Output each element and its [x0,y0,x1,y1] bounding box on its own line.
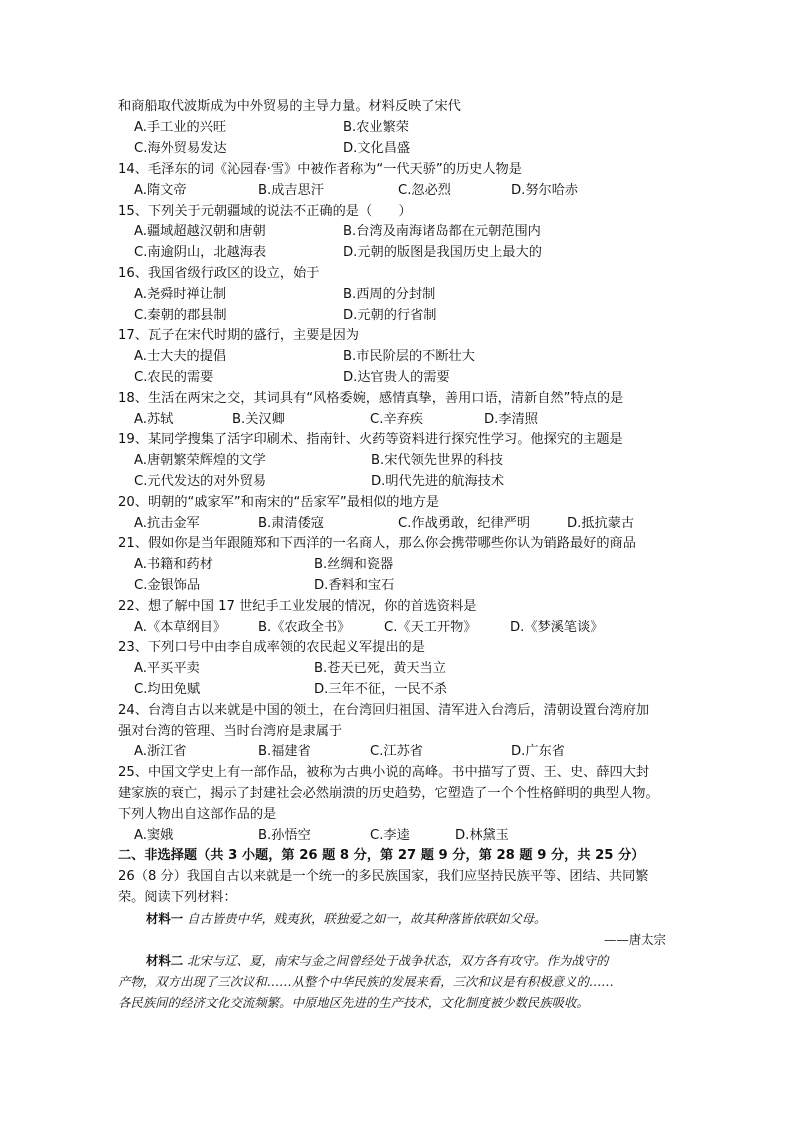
q24-stem: 24、台湾自古以来就是中国的领土，在台湾回归祖国、清军进入台湾后，清朝设置台湾府加 [118,703,650,718]
q17-option-a: A.士大夫的提倡 [134,349,227,364]
q13-option-a: A.手工业的兴旺 [134,120,227,135]
q15-option-d: D.元朝的版图是我国历史上最大的 [343,245,542,260]
q14-option-a: A.隋文帝 [134,183,187,198]
q25-stem-line2: 建家族的衰亡，揭示了封建社会必然崩溃的历史趋势，它塑造了一个个性格鲜明的典型人物。 [118,786,659,801]
q13-option-d: D.文化昌盛 [343,141,411,156]
q17-stem: 17、瓦子在宋代时期的盛行，主要是因为 [118,328,359,343]
q15-stem: 15、下列关于元朝疆域的说法不正确的是（ ） [118,204,412,219]
q25-option-d: D.林黛玉 [455,828,509,843]
q15-option-c: C.南逾阴山，北越海表 [134,245,267,260]
q14-stem: 14、毛泽东的词《沁园春·雪》中被作者称为“一代天骄”的历史人物是 [118,162,522,177]
q14-option-b: B.成吉思汗 [258,183,324,198]
q21-option-c: C.金银饰品 [134,578,201,593]
q14-option-d: D.努尔哈赤 [511,183,579,198]
q24-option-d: D.广东省 [511,744,565,759]
q21-option-a: A.书籍和药材 [134,557,213,572]
q19-stem: 19、某同学搜集了活字印刷术、指南针、火药等资料进行探究性学习。他探究的主题是 [118,432,623,447]
q20-stem: 20、明朝的“戚家军”和南宋的“岳家军”最相似的地方是 [118,495,440,510]
q16-option-a: A.尧舜时禅让制 [134,287,227,302]
q25-stem-line3: 下列人物出自这部作品的是 [118,807,277,822]
q15-option-b: B.台湾及南海诸岛都在元朝范围内 [343,224,541,239]
q20-option-a: A.抗击金军 [134,516,200,531]
q25-option-b: B.孙悟空 [258,828,311,843]
q17-option-b: B.市民阶层的不断壮大 [343,349,475,364]
q16-option-d: D.元朝的行省制 [343,308,437,323]
q20-option-c: C.作战勇敢，纪律严明 [398,516,531,531]
q23-option-d: D.三年不征，一民不杀 [314,682,448,697]
q19-option-d: D.明代先进的航海技术 [371,474,505,489]
q22-option-c: C.《天工开物》 [384,620,477,635]
q16-option-b: B.西周的分封制 [343,287,436,302]
q16-option-c: C.秦朝的郡县制 [134,308,227,323]
q21-option-d: D.香料和宝石 [314,578,395,593]
q25-option-c: C.李逵 [370,828,410,843]
q22-option-a: A.《本草纲目》 [134,620,227,635]
q13-option-b: B.农业繁荣 [343,120,409,135]
material-2-line1 [146,951,608,971]
q26-stem-line2: 荣。阅读下列材料： [118,890,237,905]
q18-option-b: B.关汉卿 [232,412,285,427]
material-1-label: 材料一 [146,911,184,926]
q25-option-a: A.窦娥 [134,828,174,843]
q20-option-d: D.抵抗蒙古 [567,516,635,531]
material-1 [146,909,546,929]
q18-option-c: C.辛弃疾 [370,412,423,427]
q20-option-b: B.肃清倭寇 [258,516,324,531]
q17-option-d: D.达官贵人的需要 [343,370,450,385]
q19-option-a: A.唐朝繁荣辉煌的文学 [134,453,266,468]
q14-option-c: C.忽必烈 [398,183,451,198]
q24-option-a: A.浙江省 [134,744,187,759]
q26-stem: 26（8 分）我国自古以来就是一个统一的多民族国家，我们应坚持民族平等、团结、共同繁 [118,869,649,884]
q24-stem-line2: 强对台湾的管理、当时台湾府是隶属于 [118,724,343,739]
q21-stem: 21、假如你是当年跟随郑和下西洋的一名商人，那么你会携带哪些你认为销路最好的商品 [118,536,636,551]
material-2-line2: 产物，双方出现了三次议和……从整个中华民族的发展来看，三次和议是有积极意义的…… [118,974,614,989]
q15-option-a: A.疆域超越汉朝和唐朝 [134,224,266,239]
q18-option-a: A.苏轼 [134,412,174,427]
section-2-heading: 二、非选择题（共 3 小题，第 26 题 8 分，第 27 题 9 分，第 28 题 9 分，共 25 分） [118,848,645,863]
q23-option-b: B.苍天已死，黄天当立 [314,661,446,676]
material-2-label: 材料二 [146,953,184,968]
q24-option-b: B.福建省 [258,744,311,759]
q23-stem: 23、下列口号中由李自成率领的农民起义军提出的是 [118,640,425,655]
q19-option-b: B.宋代领先世界的科技 [371,453,503,468]
q23-option-c: C.均田免赋 [134,682,201,697]
material-2-line3: 各民族间的经济文化交流频繁。中原地区先进的生产技术，文化制度被少数民族吸收。 [118,995,589,1010]
q22-option-b: B.《农政全书》 [258,620,351,635]
q18-option-d: D.李清照 [484,412,538,427]
q13-option-c: C.海外贸易发达 [134,141,227,156]
material-1-text: 自古皆贵中华，贱夷狄，联独爱之如一，故其种落皆依联如父母。 [183,911,547,926]
q22-stem: 22、想了解中国 17 世纪手工业发展的情况，你的首选资料是 [118,599,477,614]
q13-continuation: 和商船取代波斯成为中外贸易的主导力量。材料反映了宋代 [118,99,461,114]
q21-option-b: B.丝绸和瓷器 [314,557,394,572]
q19-option-c: C.元代发达的对外贸易 [134,474,267,489]
material-1-source: ——唐太宗 [604,932,666,947]
q16-stem: 16、我国省级行政区的设立，始于 [118,266,320,281]
q18-stem: 18、生活在两宋之交，其词具有“风格委婉，感情真挚，善用口语，清新自然”特点的是 [118,391,624,406]
q24-option-c: C.江苏省 [370,744,423,759]
q22-option-d: D.《梦溪笔谈》 [510,620,604,635]
q17-option-c: C.农民的需要 [134,370,214,385]
material-2-text: 北宋与辽、夏，南宋与金之间曾经处于战争状态，双方各有攻守。作为战守的 [183,953,609,968]
q23-option-a: A.平买平卖 [134,661,200,676]
q25-stem: 25、中国文学史上有一部作品，被称为古典小说的高峰。书中描写了贾、王、史、薛四大封 [118,765,650,780]
